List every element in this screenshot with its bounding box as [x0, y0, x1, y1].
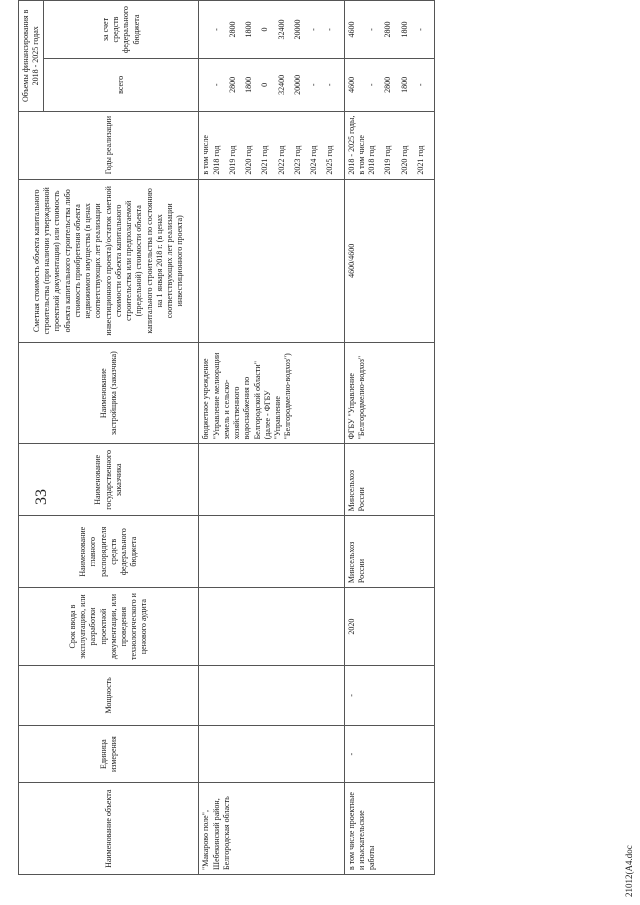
- header-manager: Наименование главного распорядителя средств федерального бюджета: [19, 516, 199, 588]
- table-row: [199, 1, 344, 875]
- period-federal: 4600: [346, 21, 356, 38]
- list-value: 2800: [227, 21, 237, 38]
- list-value: 1800: [244, 76, 254, 93]
- list-value: 20000: [292, 19, 302, 40]
- total-list: [212, 63, 336, 107]
- year-list: [212, 116, 336, 175]
- cell-years: [199, 111, 344, 179]
- header-unit: Единица измерения: [19, 725, 199, 783]
- header-customer: Наименование государственного заказчика: [19, 444, 199, 516]
- cell-customer: Минсельхоз России: [344, 444, 434, 516]
- header-developer: Наименование застройщика (заказчика): [19, 343, 199, 444]
- investment-table: [18, 0, 435, 875]
- period-total: 4600: [346, 76, 356, 93]
- list-value: -: [367, 83, 377, 87]
- cell-total: [344, 59, 434, 112]
- list-value: -: [309, 28, 319, 31]
- cell-developer: ФГБУ "Управление "Белгородмелио-водхоз": [344, 343, 434, 444]
- table-row: [344, 1, 434, 875]
- list-value: 2018 год: [367, 145, 377, 175]
- list-value: 2800: [227, 76, 237, 93]
- list-value: 2025 год: [325, 145, 335, 175]
- list-value: 2023 год: [292, 145, 302, 175]
- header-total: всего: [44, 59, 199, 112]
- list-value: 1800: [244, 21, 254, 38]
- list-value: 0: [260, 27, 270, 32]
- list-value: 2021 год: [415, 145, 425, 175]
- list-value: 32400: [276, 74, 286, 95]
- cell-name: "Макарово поле", Шебекинский район, Белгородская область: [199, 783, 344, 875]
- header-years: Годы реализации: [19, 111, 199, 179]
- list-value: 0: [260, 82, 270, 87]
- list-value: 1800: [399, 21, 409, 38]
- cell-total: [199, 59, 344, 112]
- cell-estimate: [199, 179, 344, 342]
- header-name: Наименование объекта: [19, 783, 199, 875]
- list-value: 2020 год: [399, 145, 409, 175]
- cell-federal: [199, 1, 344, 59]
- document-id: 21012(А4.doc: [624, 845, 634, 897]
- header-federal: за счет средств федерального бюджета: [44, 1, 199, 59]
- federal-list: [367, 5, 426, 54]
- table-header-row-1: [19, 1, 44, 875]
- in-that-label: в том числе: [356, 135, 366, 175]
- list-value: 2019 год: [383, 145, 393, 175]
- header-deadline: Срок ввода в эксплуатацию, или разработки проектной документации, или проведения технологического и ценового аудита: [19, 588, 199, 666]
- header-estimate: Сметная стоимость объекта капитального строительства (при наличии утвержденной проектной документации) или стоимость объекта капитального строительства либо стоимость приобретения объекта недвижимого имущества (в ценах соответствующих лет реализации инвестиционного проекта)/остаток сметной стоимости объекта капитального строительства или предполагаемой (предельной) стоимости объекта капитального строительства по состоянию на 1 января 2018 г. (в ценах соответствующих лет реализации инвестиционного проекта): [19, 179, 199, 342]
- in-that-label: в том числе: [201, 135, 211, 175]
- list-value: 1800: [399, 76, 409, 93]
- list-value: 2800: [383, 21, 393, 38]
- list-value: 2019 год: [227, 145, 237, 175]
- list-value: -: [309, 83, 319, 87]
- total-list: [367, 63, 426, 107]
- cell-developer: бюджетное учреждение "Управление мелиорации земель и сельско-хозяйственного водоснабжения по Белгородской области" (далее - ФГБУ "Управление "Белгородмелио-водхоз"): [199, 343, 344, 444]
- cell-unit: -: [344, 725, 434, 783]
- year-list: [367, 116, 426, 175]
- list-value: 2022 год: [276, 145, 286, 175]
- list-value: -: [211, 83, 221, 87]
- list-value: -: [415, 28, 425, 31]
- list-value: 20000: [292, 74, 302, 95]
- header-capacity: Мощность: [19, 665, 199, 725]
- cell-deadline: 2020: [344, 588, 434, 666]
- list-value: 2024 год: [309, 145, 319, 175]
- cell-capacity: [199, 665, 344, 725]
- list-value: 2018 год: [211, 145, 221, 175]
- cell-years: [344, 111, 434, 179]
- page-number: 33: [33, 489, 50, 505]
- cell-manager: Минсельхоз России: [344, 516, 434, 588]
- federal-list: [212, 5, 336, 54]
- list-value: -: [415, 83, 425, 87]
- list-value: 2800: [383, 76, 393, 93]
- cell-name: в том числе проектные и изыскательские работы: [344, 783, 434, 875]
- cell-unit: [199, 725, 344, 783]
- cell-federal: [344, 1, 434, 59]
- list-value: 32400: [276, 19, 286, 40]
- list-value: 2021 год: [260, 145, 270, 175]
- cell-capacity: -: [344, 665, 434, 725]
- list-value: -: [325, 83, 335, 87]
- list-value: 2020 год: [244, 145, 254, 175]
- header-financing-group: Объемы финансирования в 2018 - 2025 годах: [19, 1, 44, 112]
- cell-deadline: [199, 588, 344, 666]
- period-label: 2018 - 2025 годы,: [346, 115, 356, 175]
- list-value: -: [325, 28, 335, 31]
- cell-manager: [199, 516, 344, 588]
- list-value: -: [211, 28, 221, 31]
- cell-estimate: 4600/4600: [344, 179, 434, 342]
- cell-customer: [199, 444, 344, 516]
- list-value: -: [367, 28, 377, 31]
